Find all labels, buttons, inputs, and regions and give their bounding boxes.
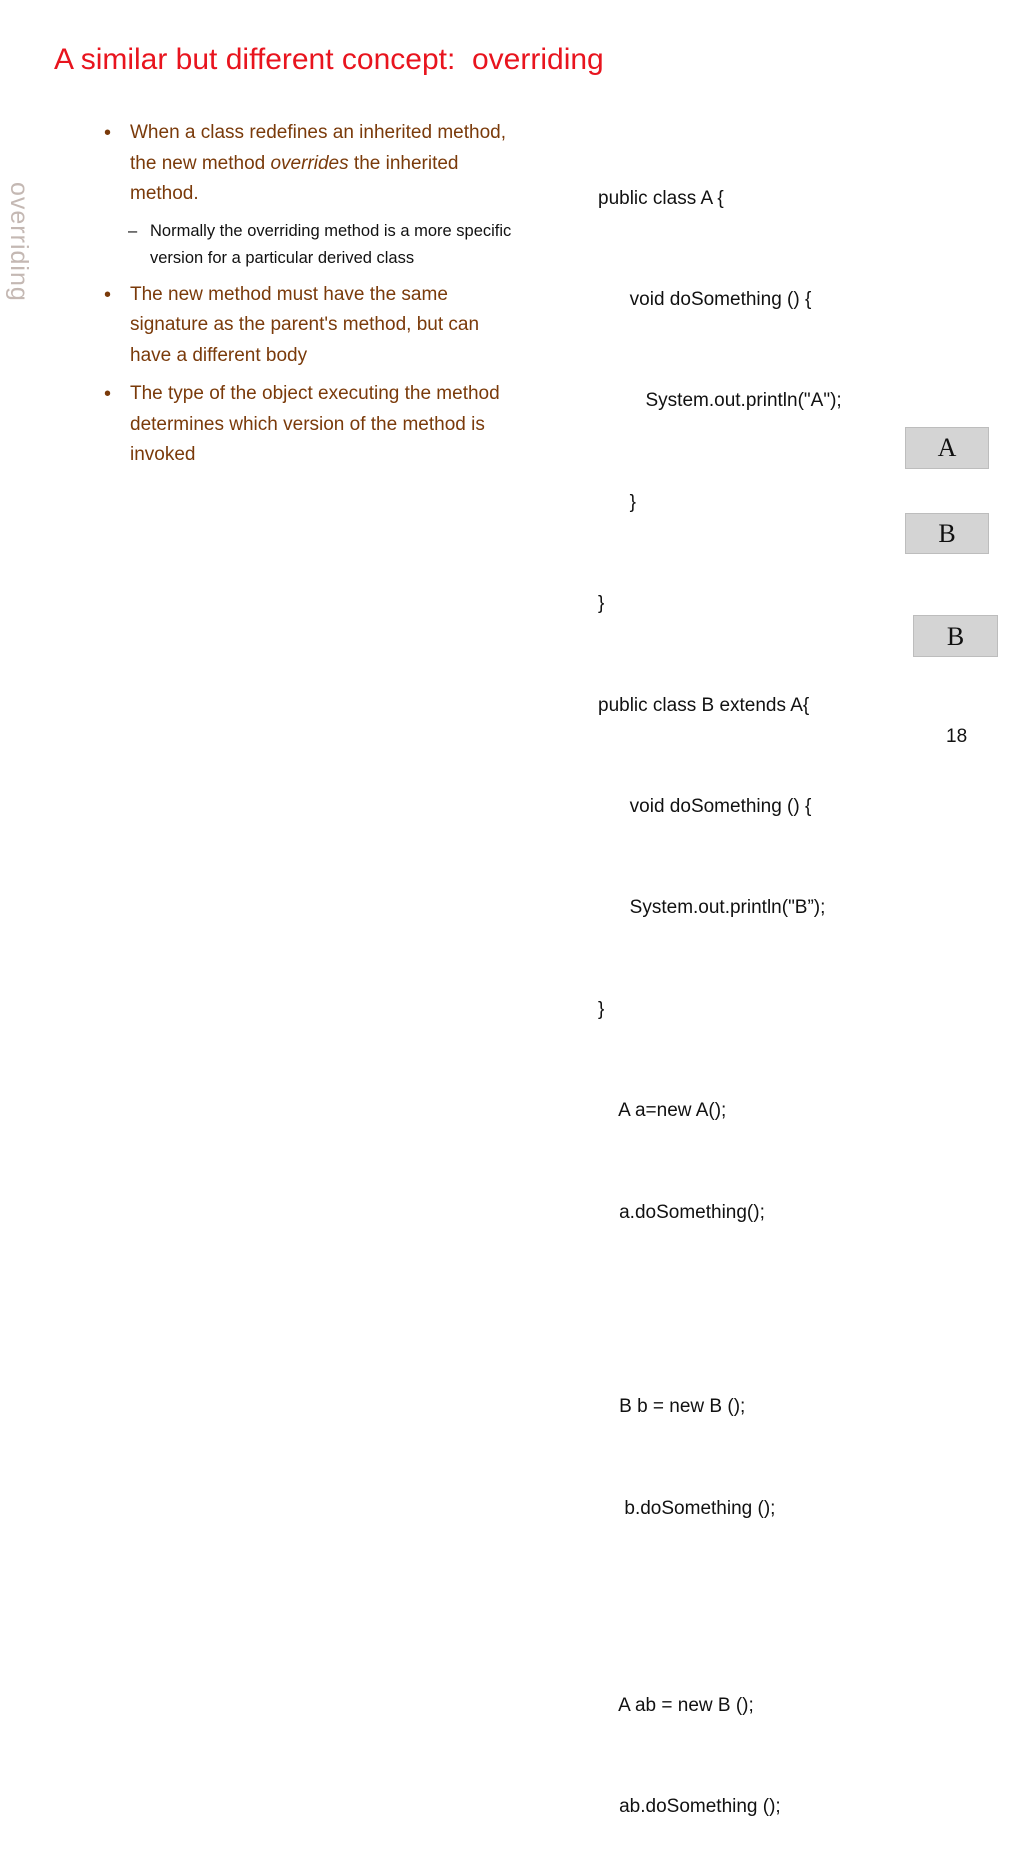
code-line: }	[598, 491, 637, 513]
dash-icon: –	[128, 221, 138, 240]
output-box-a: A	[905, 427, 989, 469]
sub-bullet-text: Normally the overriding method is a more specific version for a particular derived class	[150, 221, 512, 267]
code-line: void doSomething () {	[598, 795, 812, 817]
code-line: A ab = new B ();	[598, 1694, 754, 1716]
page-number: 18	[946, 726, 968, 747]
code-line: A a=new A();	[598, 1100, 727, 1122]
bullet-dot-icon: •	[104, 383, 112, 405]
code-line: public class A {	[598, 187, 724, 209]
code-line: a.doSomething();	[598, 1201, 765, 1223]
output-box-b: B	[905, 513, 989, 554]
slide-title: A similar but different concept: overriding	[54, 43, 604, 76]
code-line: System.out.println("B”);	[598, 897, 826, 919]
bullet-item-runtime-type	[104, 379, 524, 471]
code-line: void doSomething () {	[598, 288, 812, 310]
bullet-text: The type of the object executing the method determines which version of the method is invoked	[130, 383, 500, 465]
code-spacer	[598, 1593, 842, 1621]
bullet-list	[104, 118, 524, 479]
bullet-emphasis: overrides	[270, 152, 349, 174]
bullet-text-part: the inherited method.	[130, 152, 459, 204]
code-spacer	[598, 1297, 842, 1323]
code-line: b.doSomething ();	[598, 1497, 776, 1519]
code-line: }	[598, 593, 605, 615]
bullet-item-overrides	[104, 118, 524, 210]
code-line: public class B extends A{	[598, 694, 810, 716]
code-line: B b = new B ();	[598, 1396, 746, 1418]
code-line: }	[598, 998, 605, 1020]
bullet-dot-icon: •	[104, 122, 112, 144]
code-listing	[598, 114, 842, 1858]
sub-bullet-item	[104, 218, 524, 272]
code-line: System.out.println("A");	[598, 390, 842, 412]
side-section-label: overriding	[5, 182, 33, 302]
output-box-ab: B	[913, 615, 998, 657]
bullet-text: The new method must have the same signature as the parent's method, but can have a different body	[130, 283, 480, 366]
bullet-item-signature	[104, 280, 524, 372]
bullet-text-part: When a class redefines an inherited method, the new method	[130, 122, 506, 174]
bullet-dot-icon: •	[104, 283, 112, 306]
code-line: ab.doSomething ();	[598, 1796, 781, 1818]
